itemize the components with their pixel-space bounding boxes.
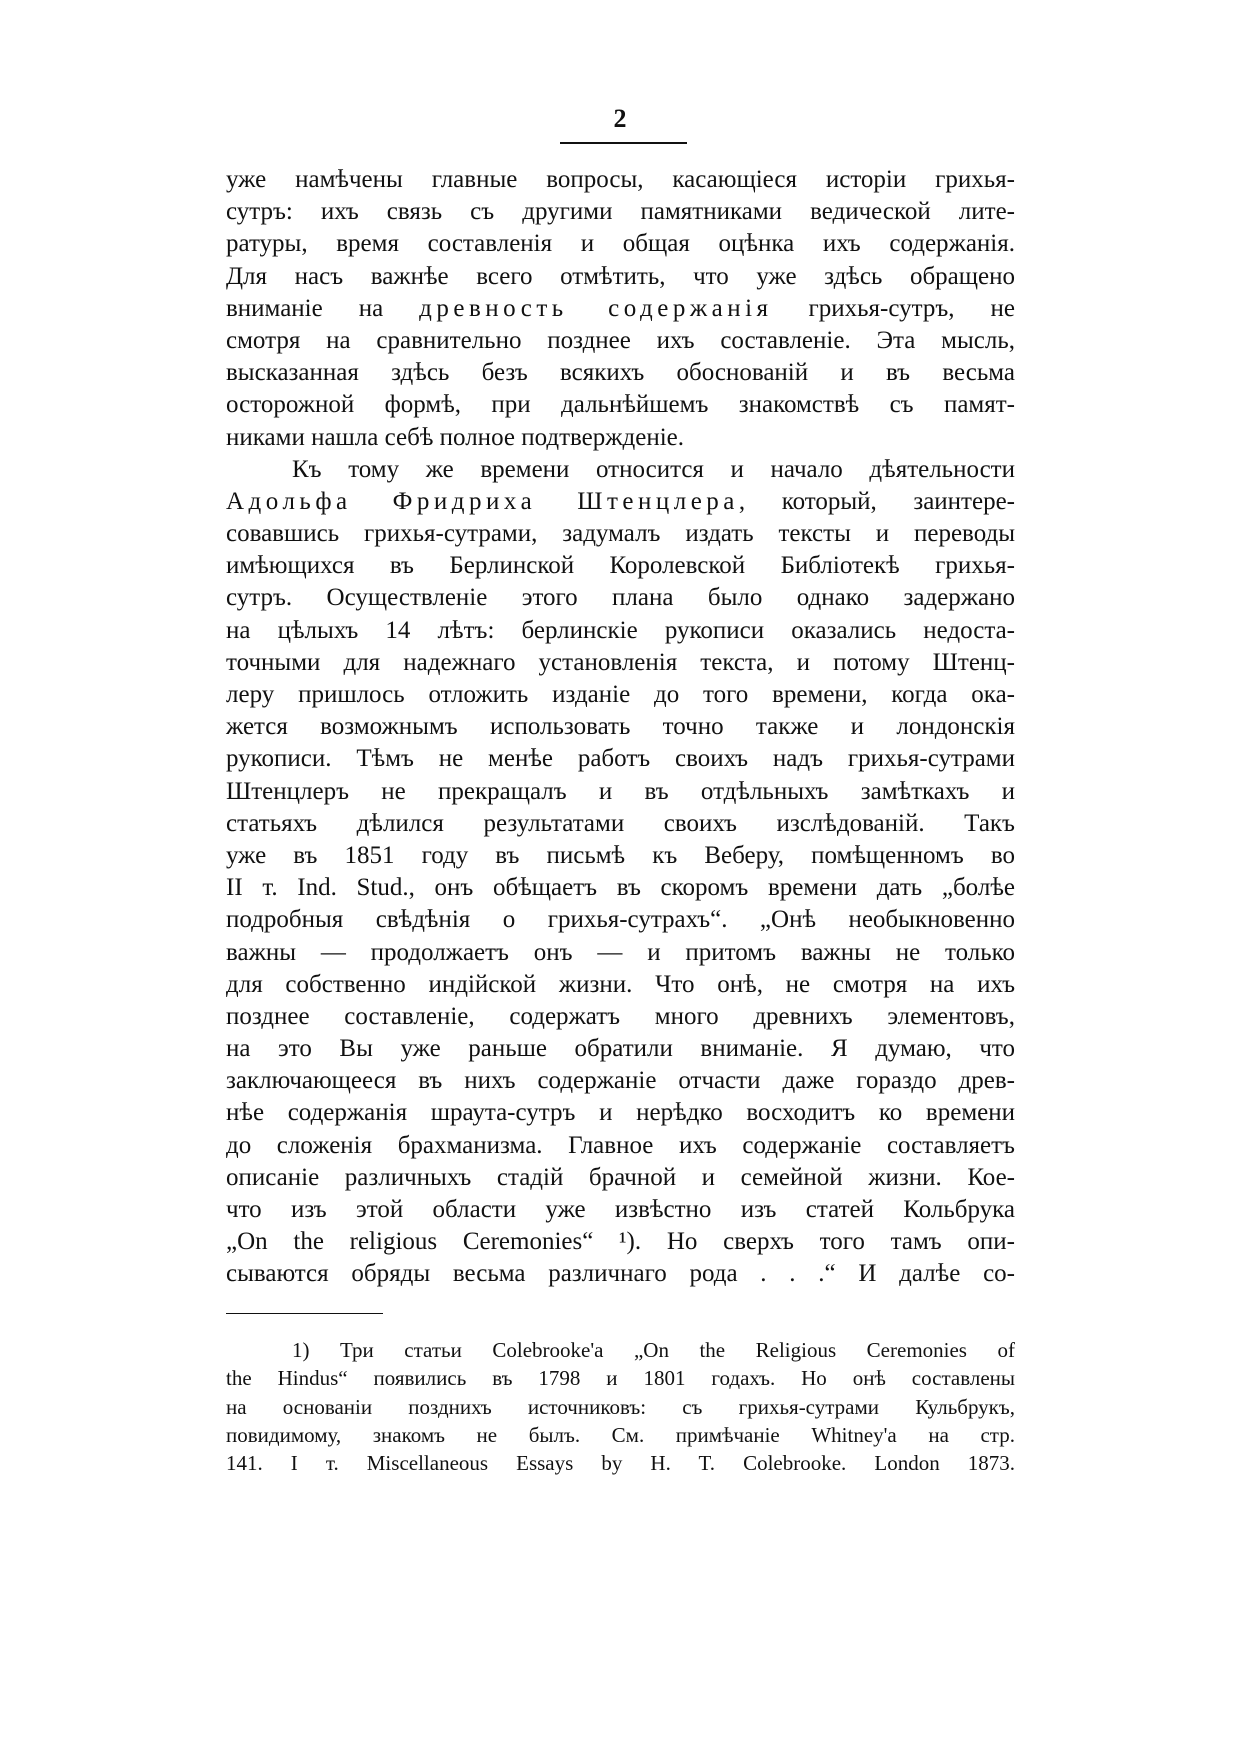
text-line: что изъ этой области уже извѣстно изъ статей Кольбрука	[226, 1196, 1015, 1223]
text-line: важны — продолжаетъ онъ — и притомъ важны не только	[226, 938, 1015, 966]
text-line: Для насъ важнѣе всего отмѣтить, что уже здѣсь обращено	[226, 262, 1015, 290]
text-run: вниманіе на	[226, 294, 420, 322]
text-line: II т. Ind. Stud., онъ обѣщаетъ въ скоромъ времени дать „болѣе	[226, 874, 1015, 902]
text-line: „On the religious Ceremonies“ ¹). Но сверхъ того тамъ опи-	[226, 1228, 1015, 1256]
emphasis-text: древность содержанія	[419, 294, 773, 322]
text-line: позднее составленіе, содержатъ много древнихъ элементовъ,	[226, 1002, 1015, 1030]
footnote-rule	[226, 1313, 383, 1314]
text-line: заключающееся въ нихъ содержаніе отчасти даже гораздо древ-	[226, 1067, 1015, 1095]
footnote-line: повидимому, знакомъ не былъ. См. примѣчаніе Whitney'а на стр.	[226, 1422, 1015, 1447]
text-line: жется возможнымъ использовать точно также и лондонскія	[226, 713, 1015, 741]
text-line: подробныя свѣдѣнія о грихья-сутрахъ“. „Онѣ необыкновенно	[226, 906, 1015, 934]
text-line: леру пришлось отложить изданіе до того времени, когда ока-	[226, 681, 1015, 708]
text-line	[226, 486, 1015, 518]
text-line: сутръ. Осуществленіе этого плана было однако задержано	[226, 584, 1015, 612]
text-line: сываются обряды весьма различнаго рода . . .“ И далѣе со-	[226, 1260, 1015, 1288]
text-line: на цѣлыхъ 14 лѣтъ: берлинскіе рукописи оказались недоста-	[226, 616, 1015, 644]
text-line: совавшись грихья-сутрами, задумалъ издать тексты и переводы	[226, 520, 1015, 548]
header-rule	[560, 142, 687, 144]
text-line: уже намѣчены главные вопросы, касающіеся исторіи грихья-	[226, 166, 1015, 193]
text-line: на это Вы уже раньше обратили вниманіе. Я думаю, что	[226, 1035, 1015, 1063]
text-line: ратуры, время составленія и общая оцѣнка ихъ содержанія.	[226, 230, 1015, 258]
main-text	[226, 164, 1015, 1291]
text-line: никами нашла себѣ полное подтвержденіе.	[226, 423, 685, 451]
page-number: 2	[613, 104, 627, 133]
text-line: имѣющихся въ Берлинской Королевской Библіотекѣ грихья-	[226, 552, 1015, 580]
text-line: для собственно индійской жизни. Что онѣ, не смотря на ихъ	[226, 970, 1015, 998]
text-line: смотря на сравнительно позднее ихъ составленіе. Эта мысль,	[226, 326, 1015, 354]
paragraph-1	[226, 164, 1015, 454]
text-line	[226, 293, 1015, 325]
text-line: Штенцлеръ не прекращалъ и въ отдѣльныхъ замѣткахъ и	[226, 777, 1015, 805]
footnote-line: the Hindus“ появились въ 1798 и 1801 годахъ. Но онѣ составлены	[226, 1366, 1015, 1391]
text-line: Къ тому же времени относится и начало дѣятельности	[292, 455, 1015, 483]
text-run: , который, заинтере-	[738, 487, 1015, 515]
text-line: до сложенія брахманизма. Главное ихъ содержаніе составляетъ	[226, 1131, 1015, 1159]
text-line: описаніе различныхъ стадій брачной и семейной жизни. Кое-	[226, 1163, 1015, 1191]
text-line: статьяхъ дѣлился результатами своихъ изслѣдованій. Такъ	[226, 809, 1015, 837]
text-line: точными для надежнаго установленія текста, и потому Штенц-	[226, 648, 1015, 676]
footnotes	[226, 1336, 1015, 1477]
text-line: уже въ 1851 году въ письмѣ къ Веберу, помѣщенномъ во	[226, 841, 1015, 869]
text-line: нѣе содержанія шраута-сутръ и нерѣдко восходитъ ко времени	[226, 1099, 1015, 1127]
text-line: высказанная здѣсь безъ всякихъ обоснованій и въ весьма	[226, 359, 1015, 387]
emphasis-text: Адольфа Фридриха Штенцлера	[226, 487, 739, 515]
footnote-line: 1) Три статьи Colebrooke'а „On the Religious Ceremonies of	[292, 1338, 1015, 1362]
text-run: грихья-сутръ, не	[772, 294, 1015, 322]
text-line: осторожной формѣ, при дальнѣйшемъ знакомствѣ съ памят-	[226, 391, 1015, 419]
text-line: сутръ: ихъ связь съ другими памятниками ведической лите-	[226, 198, 1015, 226]
text-line: рукописи. Тѣмъ не менѣе работъ своихъ надъ грихья-сутрами	[226, 745, 1015, 773]
paragraph-2	[226, 454, 1015, 1291]
footnote-line: 141. I т. Miscellaneous Essays by H. T. Colebrooke. London 1873.	[226, 1451, 1015, 1476]
footnote-line: на основаніи позднихъ источниковъ: съ грихья-сутрами Кульбрукъ,	[226, 1394, 1015, 1419]
